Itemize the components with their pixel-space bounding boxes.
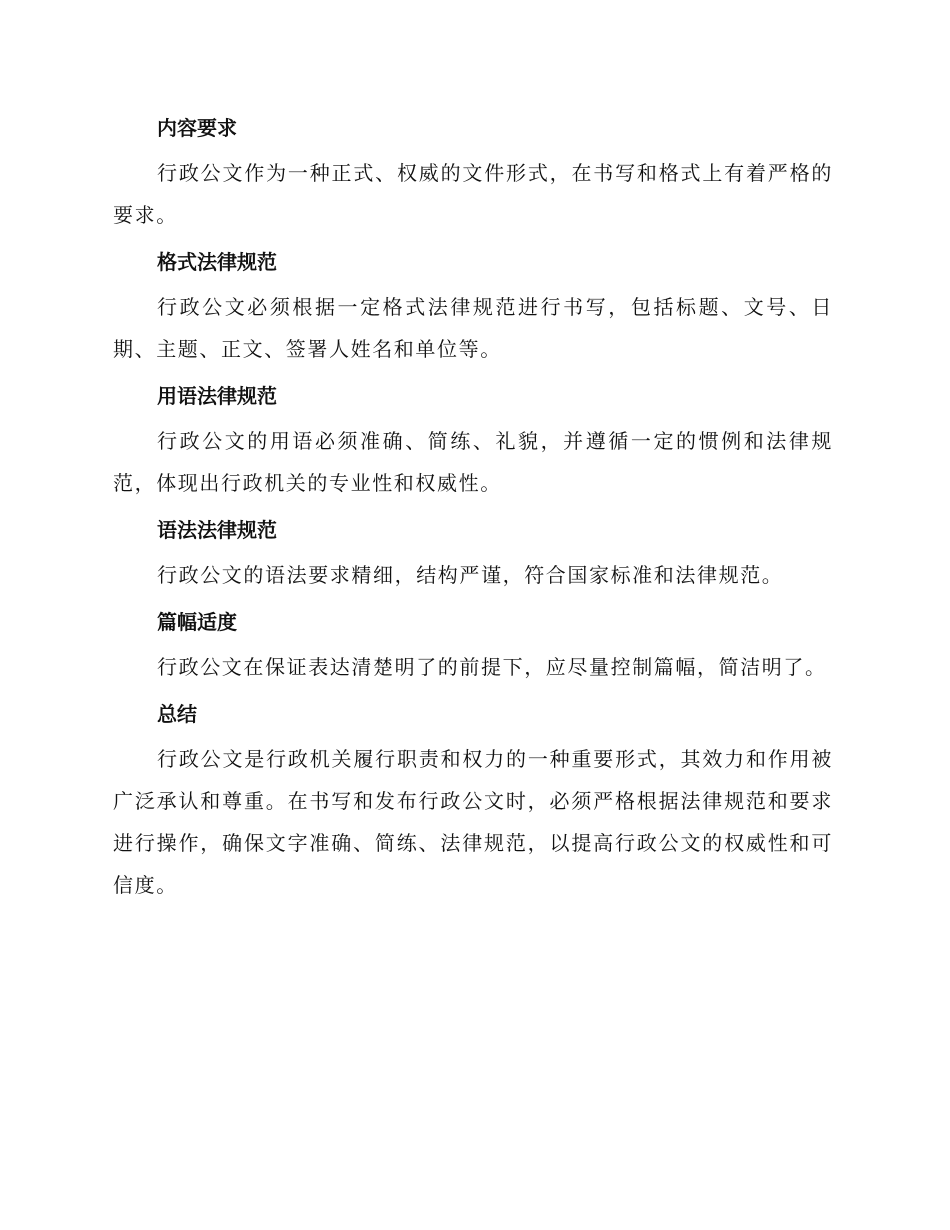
section-heading: 总结 [157,702,197,726]
section-paragraph: 行政公文必须根据一定格式法律规范进行书写，包括标题、文号、日期、主题、正文、签署人姓名和单位等。 [113,295,833,361]
section-heading: 用语法律规范 [157,384,277,408]
section-grammar-norms [113,512,833,596]
section-heading: 篇幅适度 [157,610,237,634]
section-heading: 内容要求 [157,116,237,140]
section-heading: 语法法律规范 [157,518,277,542]
section-content-requirements [113,110,833,236]
section-paragraph: 行政公文在保证表达清楚明了的前提下，应尽量控制篇幅，简洁明了。 [157,655,827,679]
section-heading: 格式法律规范 [157,250,277,274]
section-wording-norms [113,378,833,504]
section-paragraph: 行政公文的语法要求精细，结构严谨，符合国家标准和法律规范。 [157,563,784,587]
document-body [113,110,833,914]
section-length [113,604,833,688]
section-paragraph: 行政公文是行政机关履行职责和权力的一种重要形式，其效力和作用被广泛承认和尊重。在书写和发布行政公文时，必须严格根据法律规范和要求进行操作，确保文字准确、简练、法律规范，以提高行政公文的权威性和可信度。 [113,747,833,897]
section-summary [113,696,833,906]
section-paragraph: 行政公文的用语必须准确、简练、礼貌，并遵循一定的惯例和法律规范，体现出行政机关的专业性和权威性。 [113,429,833,495]
section-paragraph: 行政公文作为一种正式、权威的文件形式，在书写和格式上有着严格的要求。 [113,161,833,227]
section-format-norms [113,244,833,370]
